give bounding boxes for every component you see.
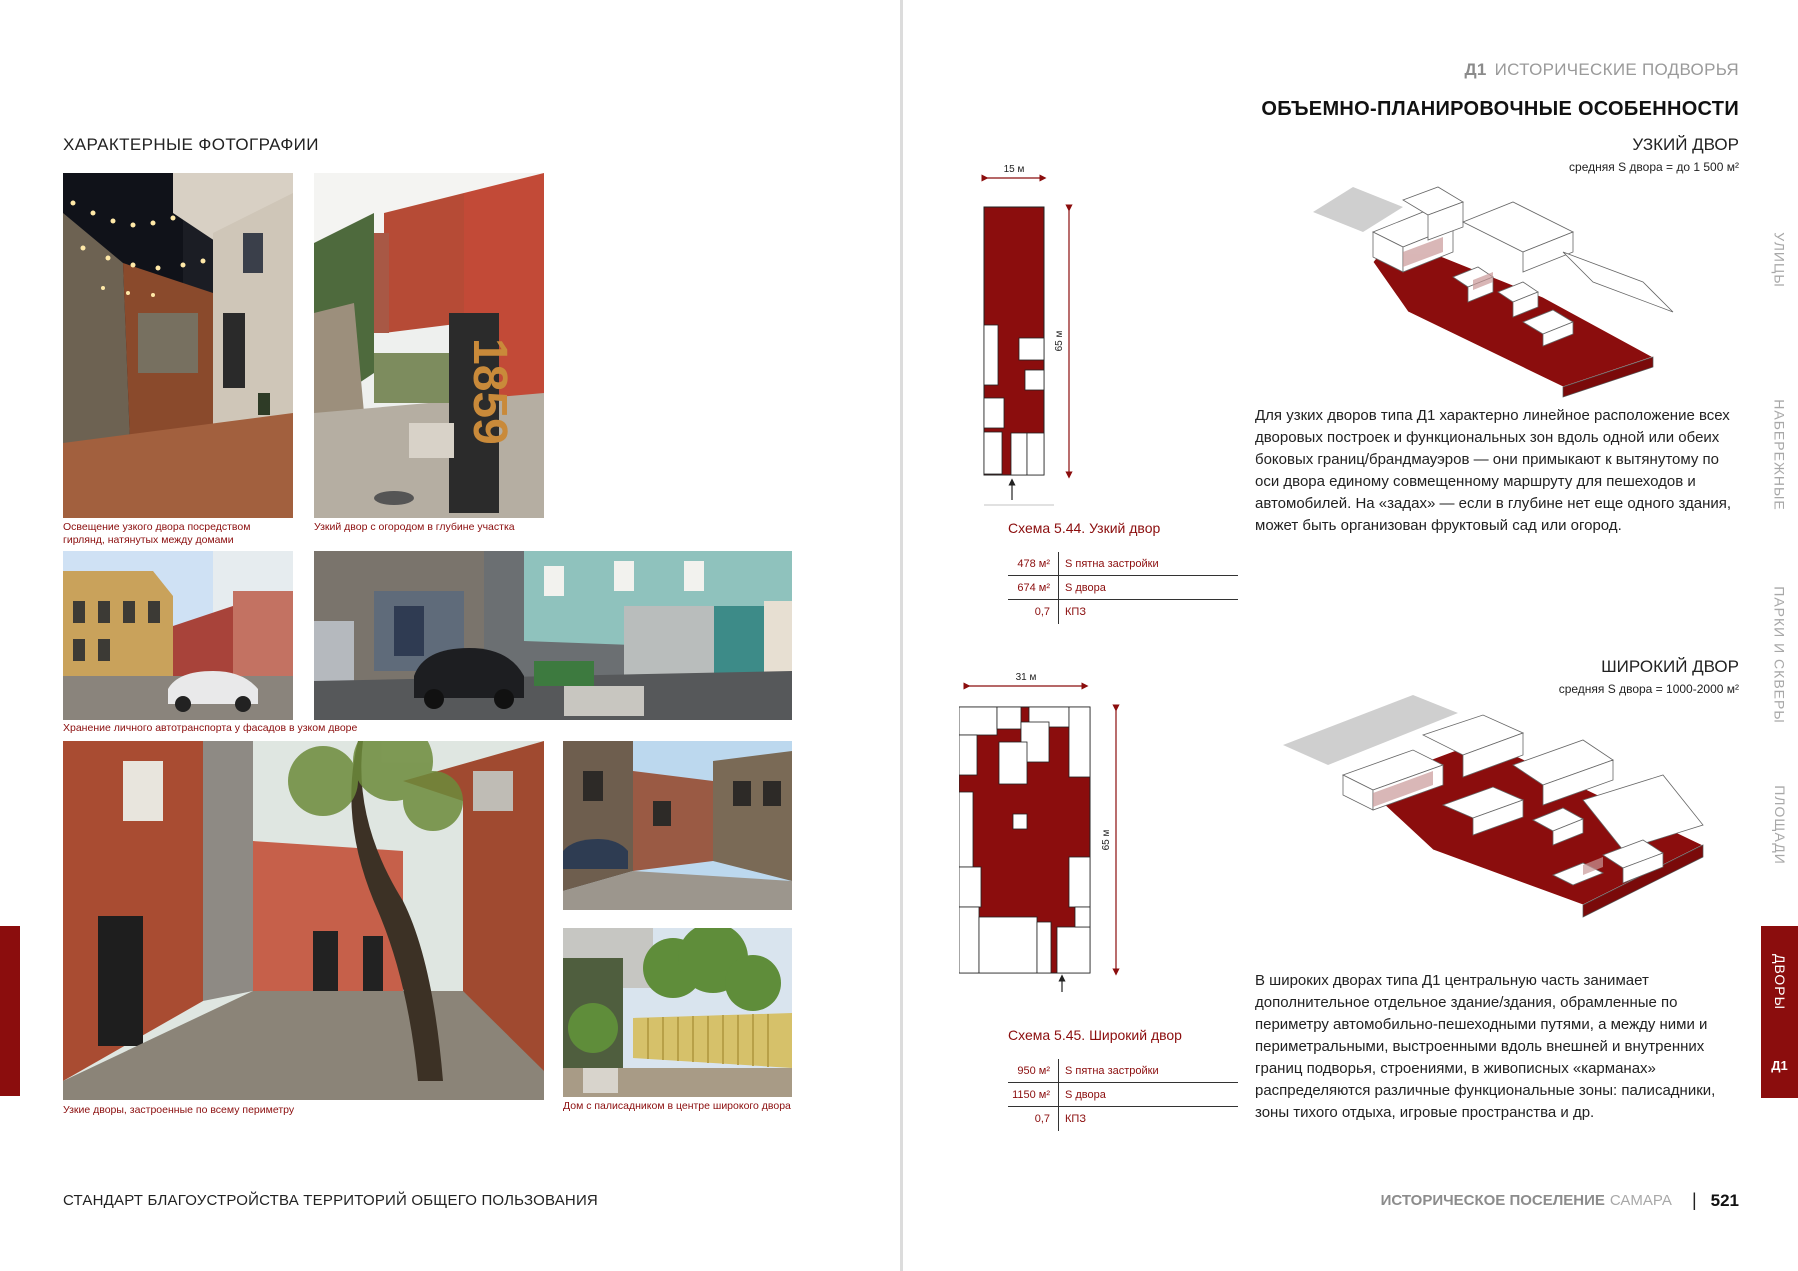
narrow-stats-table bbox=[1008, 552, 1238, 624]
narrow-yard-title: УЗКИЙ ДВОР bbox=[1632, 135, 1739, 154]
right-page bbox=[903, 0, 1798, 1271]
footer-publication: ИСТОРИЧЕСКОЕ ПОСЕЛЕНИЕ bbox=[1380, 1192, 1605, 1209]
chapter-header bbox=[1464, 60, 1739, 80]
stat-row bbox=[1008, 1083, 1238, 1107]
photo-caption: Узкие дворы, застроенные по всему периметру bbox=[63, 1104, 295, 1116]
left-page-tab-marker bbox=[0, 926, 20, 1096]
photo-car-yellow-building bbox=[63, 551, 293, 720]
stat-value: 0,7 bbox=[1034, 1113, 1050, 1125]
narrow-length-label: 65 м bbox=[1054, 330, 1065, 352]
chapter-code: Д1 bbox=[1464, 60, 1487, 79]
footer-city: САМАРА bbox=[1609, 1192, 1672, 1209]
wide-yard-axonometric bbox=[1283, 695, 1723, 945]
stat-row bbox=[1008, 576, 1238, 600]
stat-label: КПЗ bbox=[1065, 606, 1086, 618]
stat-label: S двора bbox=[1065, 1088, 1106, 1101]
narrow-yard-area: средняя S двора = до 1 500 м² bbox=[1569, 160, 1739, 174]
side-nav bbox=[1761, 0, 1798, 1271]
stat-label: S пятна застройки bbox=[1065, 1064, 1159, 1077]
side-nav-label: НАБЕРЕЖНЫЕ bbox=[1771, 399, 1788, 511]
side-nav-label: ПЛОЩАДИ bbox=[1771, 785, 1788, 865]
side-nav-label: УЛИЦЫ bbox=[1771, 232, 1788, 288]
left-footer-title: СТАНДАРТ БЛАГОУСТРОЙСТВА ТЕРРИТОРИЙ ОБЩЕГО ПОЛЬЗОВАНИЯ bbox=[63, 1192, 598, 1209]
narrow-yard-axonometric bbox=[1313, 182, 1713, 402]
stat-label: S двора bbox=[1065, 581, 1106, 594]
narrow-width-label: 15 м bbox=[1003, 164, 1025, 175]
stat-label: КПЗ bbox=[1065, 1113, 1086, 1125]
photo-house-palisade bbox=[563, 928, 792, 1097]
side-nav-streets[interactable] bbox=[1761, 200, 1798, 320]
stat-value: 0,7 bbox=[1034, 606, 1050, 618]
stat-row bbox=[1008, 600, 1238, 624]
side-nav-label: ПАРКИ И СКВЕРЫ bbox=[1771, 586, 1788, 724]
narrow-yard-description: Для узких дворов типа Д1 характерно линейное расположение всех дворовых построек и функциональных зон вдоль одной или обеих боковых границ/брандмауэров — они примыкают к вытянутому по оси двора единому совмещенному маршруту для пешеходов и автомобилей. На «задах» — если в глубине нет еще одного здания, может быть организован фруктовый сад или огород. bbox=[1255, 407, 1732, 534]
page-number: 521 bbox=[1710, 1190, 1739, 1210]
wide-yard-title: ШИРОКИЙ ДВОР bbox=[1601, 657, 1739, 676]
wide-stats-table bbox=[1008, 1059, 1238, 1131]
stat-row bbox=[1008, 552, 1238, 576]
stat-value: 478 м² bbox=[1017, 557, 1050, 570]
side-nav-plazas[interactable] bbox=[1761, 760, 1798, 890]
photo-caption: Освещение узкого двора посредством гирлянд, натянутых между домами bbox=[63, 521, 251, 546]
chapter-title: ИСТОРИЧЕСКИЕ ПОДВОРЬЯ bbox=[1494, 60, 1739, 79]
photo-wide-yard bbox=[563, 741, 792, 910]
photo-narrow-yard-garden bbox=[314, 173, 544, 518]
section-title: ХАРАКТЕРНЫЕ ФОТОГРАФИИ bbox=[63, 135, 319, 154]
narrow-yard-plan bbox=[959, 160, 1079, 515]
stat-label: S пятна застройки bbox=[1065, 557, 1159, 570]
footer-separator: | bbox=[1691, 1190, 1697, 1210]
side-nav-parks-squares[interactable] bbox=[1761, 555, 1798, 755]
main-title: ОБЪЕМНО-ПЛАНИРОВОЧНЫЕ ОСОБЕННОСТИ bbox=[1261, 98, 1739, 120]
stat-value: 1150 м² bbox=[1012, 1088, 1050, 1101]
photo-narrow-yard-lights bbox=[63, 173, 293, 518]
side-nav-embankments[interactable] bbox=[1761, 370, 1798, 540]
wide-length-label: 65 м bbox=[1101, 829, 1112, 851]
photo-caption: Хранение личного автотранспорта у фасадов в узком дворе bbox=[63, 722, 358, 734]
photo-caption: Узкий двор с огородом в глубине участка bbox=[314, 521, 515, 533]
photo-narrow-perimeter-yard bbox=[63, 741, 544, 1100]
sign-1859: 1859 bbox=[463, 338, 516, 445]
narrow-schema-caption: Схема 5.44. Узкий двор bbox=[1008, 520, 1161, 536]
wide-yard-area: средняя S двора = 1000-2000 м² bbox=[1558, 682, 1739, 696]
wide-width-label: 31 м bbox=[1015, 672, 1037, 683]
stat-row bbox=[1008, 1059, 1238, 1083]
right-footer bbox=[1381, 1190, 1739, 1211]
side-nav-code: Д1 bbox=[1771, 1058, 1788, 1073]
wide-schema-caption: Схема 5.45. Широкий двор bbox=[1008, 1027, 1182, 1043]
stat-row bbox=[1008, 1107, 1238, 1131]
stat-value: 674 м² bbox=[1017, 581, 1050, 594]
wide-yard-plan bbox=[959, 662, 1139, 992]
side-nav-label: ДВОРЫ bbox=[1771, 954, 1788, 1010]
stat-value: 950 м² bbox=[1017, 1064, 1050, 1077]
wide-yard-description: В широких дворах типа Д1 центральную часть занимает дополнительное отдельное здание/здания, обрамленные по периметру автомобильно-пешеходными путями, а между ними и периметральными, выстроенными вдоль внешней и внутренних границ подворья, строениями, в живописных «карманах» распределяются различные функциональные зоны: палисадники, зоны тихого отдыха, игровые пространства и др. bbox=[1255, 972, 1716, 1121]
photo-car-green-house bbox=[314, 551, 792, 720]
photo-caption: Дом с палисадником в центре широкого двора bbox=[563, 1100, 791, 1112]
side-nav-courtyards[interactable] bbox=[1761, 926, 1798, 1098]
